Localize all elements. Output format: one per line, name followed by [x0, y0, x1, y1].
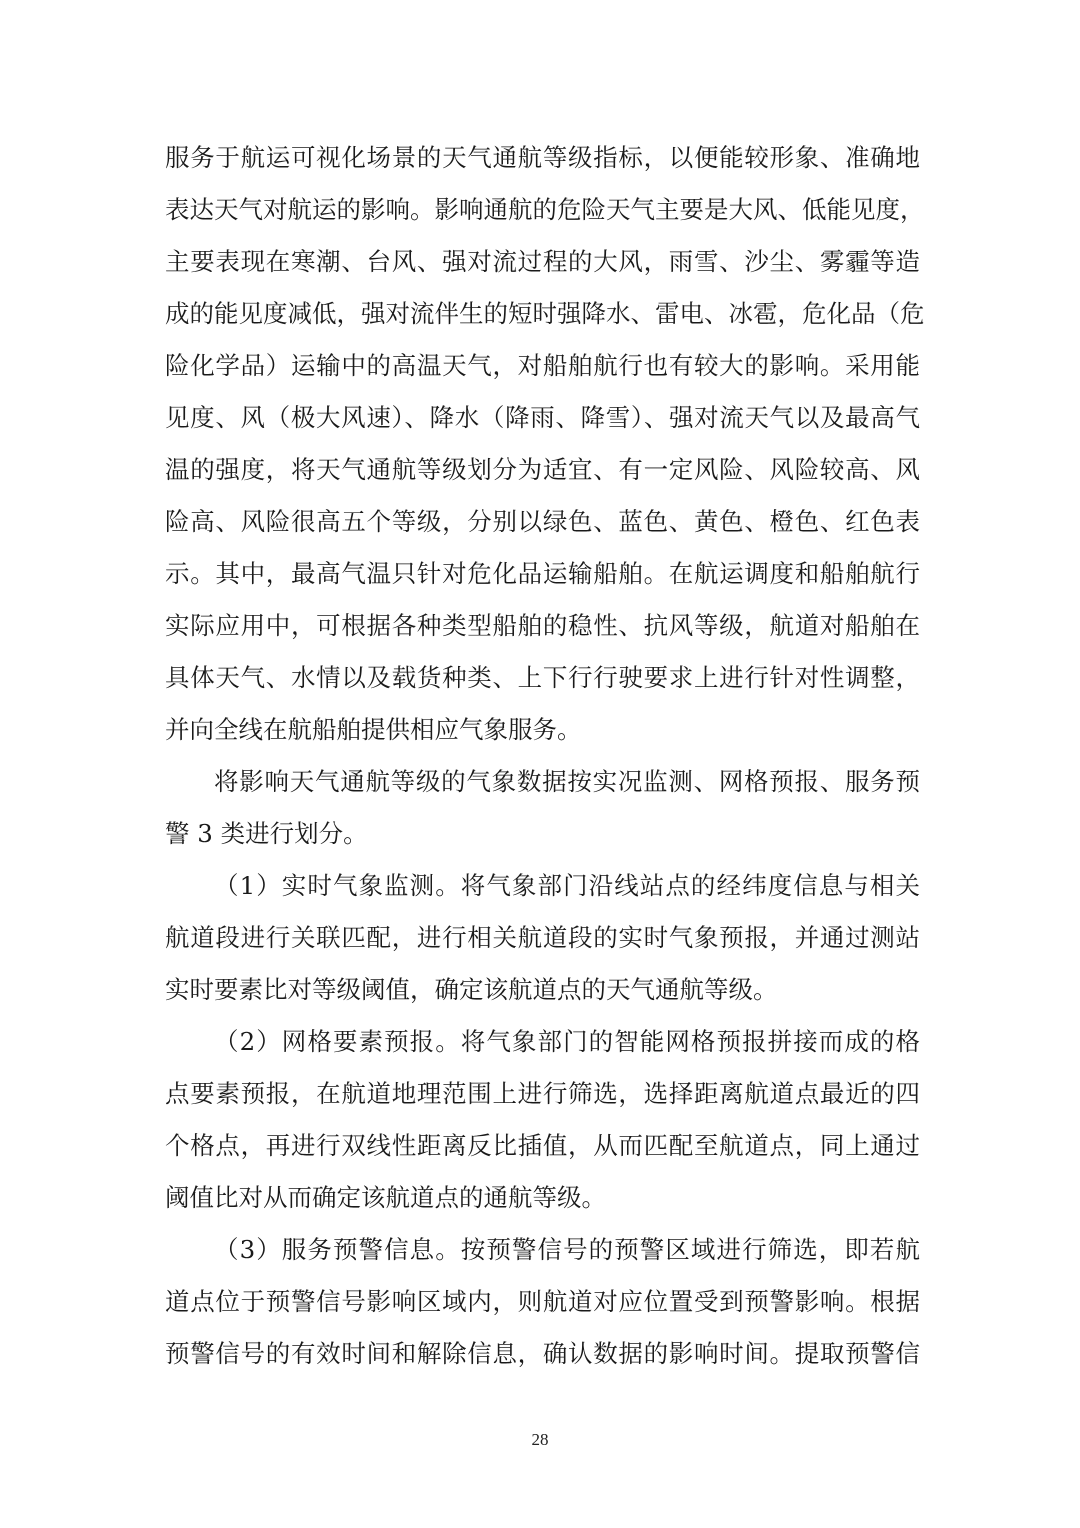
text-line: 实时要素比对等级阈值，确定该航道点的天气通航等级。: [165, 975, 778, 1004]
paragraph: [165, 132, 925, 756]
text-line: 点要素预报，在航道地理范围上进行筛选，选择距离航道点最近的四: [165, 1079, 920, 1108]
text-line: 并向全线在航船舶提供相应气象服务。: [165, 715, 582, 744]
paragraph: [165, 756, 920, 860]
text-line: 示。其中，最高气温只针对危化品运输船舶。在航运调度和船舶航行: [165, 559, 920, 588]
body-text: [165, 132, 925, 1380]
text-line: 警 3 类进行划分。: [165, 819, 368, 848]
text-line: 温的强度，将天气通航等级划分为适宜、有一定风险、风险较高、风: [165, 455, 920, 484]
text-line: 主要表现在寒潮、台风、强对流过程的大风，雨雪、沙尘、雾霾等造: [165, 247, 920, 276]
text-line: （2）网格要素预报。将气象部门的智能网格预报拼接而成的格: [214, 1027, 920, 1056]
text-line: 具体天气、水情以及载货种类、上下行行驶要求上进行针对性调整，: [165, 663, 920, 692]
text-line: 实际应用中，可根据各种类型船舶的稳性、抗风等级，航道对船舶在: [165, 611, 920, 640]
text-line: 阈值比对从而确定该航道点的通航等级。: [165, 1183, 606, 1212]
text-line: 将影响天气通航等级的气象数据按实况监测、网格预报、服务预: [214, 767, 920, 796]
text-line: 航道段进行关联匹配，进行相关航道段的实时气象预报，并通过测站: [165, 923, 920, 952]
paragraph: [165, 1016, 920, 1224]
text-line: 险化学品）运输中的高温天气，对船舶航行也有较大的影响。采用能: [165, 351, 920, 380]
text-line: 表达天气对航运的影响。影响通航的危险天气主要是大风、低能见度，: [165, 195, 925, 224]
text-line: 个格点，再进行双线性距离反比插值，从而匹配至航道点，同上通过: [165, 1131, 920, 1160]
text-line: 服务于航运可视化场景的天气通航等级指标，以便能较形象、准确地: [165, 143, 920, 172]
text-line: 险高、风险很高五个等级，分别以绿色、蓝色、黄色、橙色、红色表: [165, 507, 920, 536]
text-line: 预警信号的有效时间和解除信息，确认数据的影响时间。提取预警信: [165, 1339, 920, 1368]
page-number: 28: [531, 1430, 549, 1449]
paragraph: [165, 1224, 920, 1380]
text-line: （1）实时气象监测。将气象部门沿线站点的经纬度信息与相关: [214, 871, 920, 900]
text-line: 成的能见度减低，强对流伴生的短时强降水、雷电、冰雹，危化品（危: [165, 299, 925, 328]
text-line: 道点位于预警信号影响区域内，则航道对应位置受到预警影响。根据: [165, 1287, 920, 1316]
text-line: 见度、风（极大风速）、降水（降雨、降雪）、强对流天气以及最高气: [165, 403, 920, 432]
paragraph: [165, 860, 920, 1016]
text-line: （3）服务预警信息。按预警信号的预警区域进行筛选，即若航: [214, 1235, 920, 1264]
